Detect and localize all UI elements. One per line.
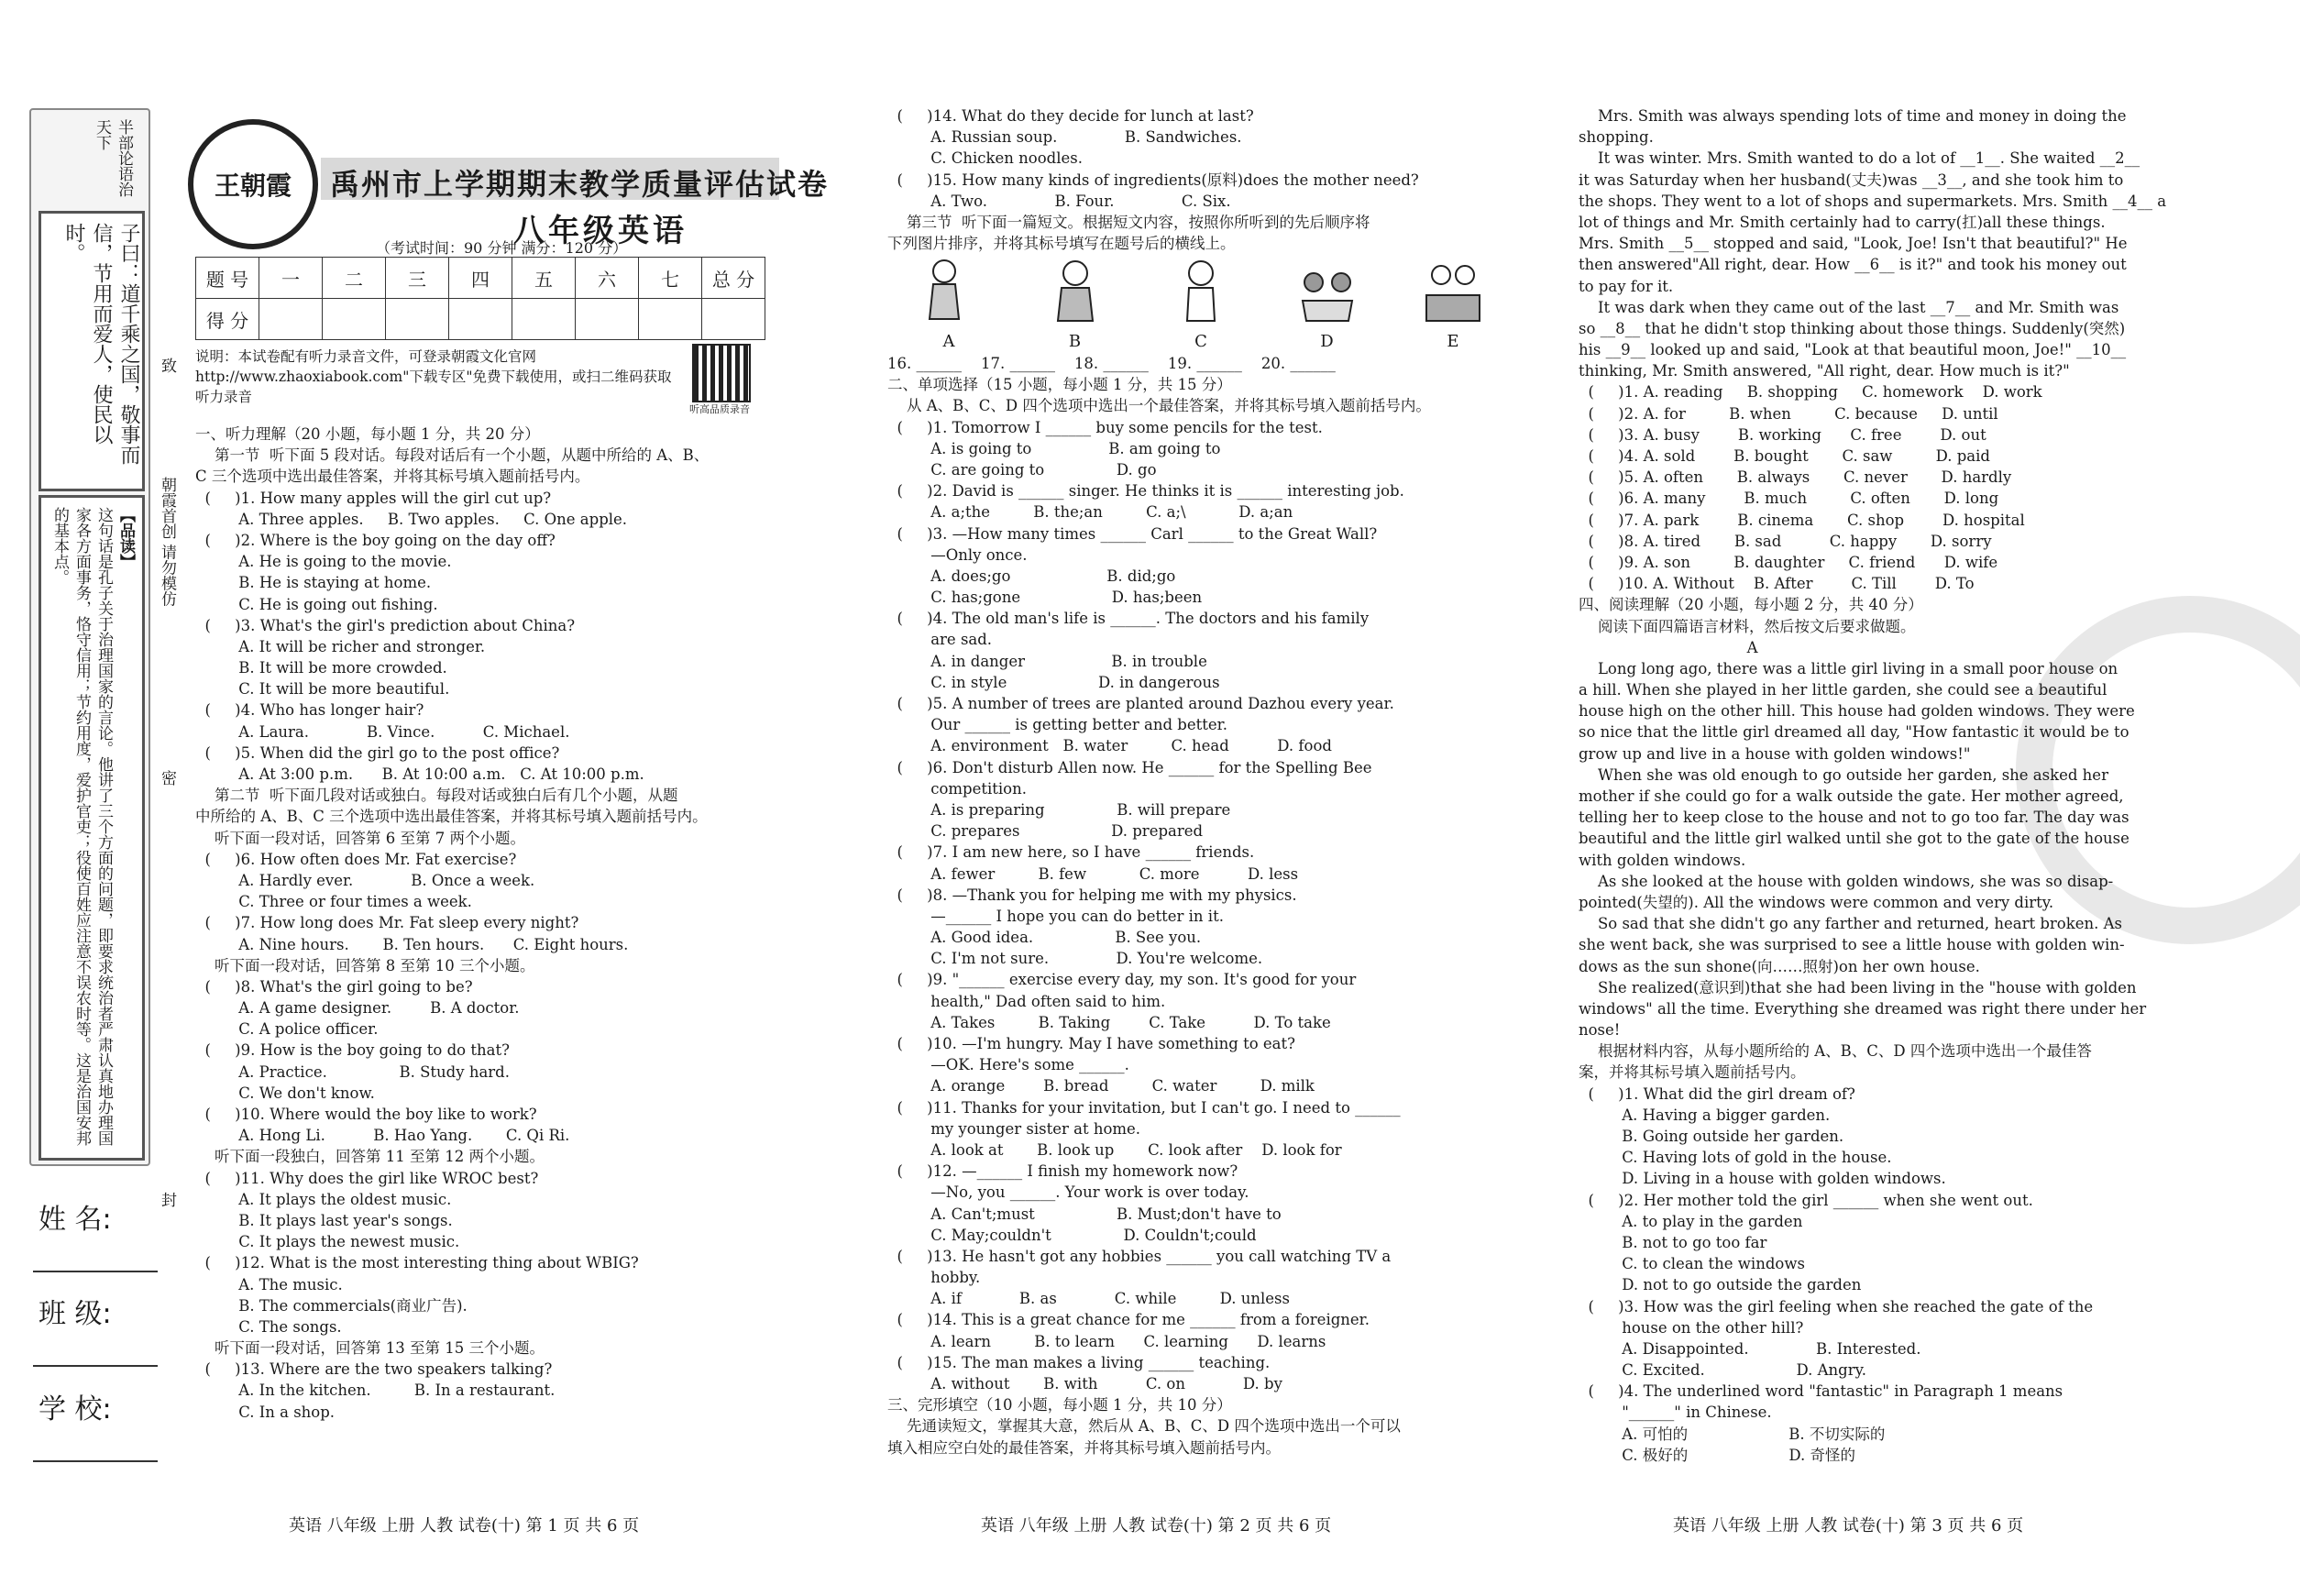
text-line: ( )3. How was the girl feeling when she reached the gate of the — [1579, 1297, 2094, 1315]
seal-mark-4: 封 — [158, 1192, 176, 1207]
score-table — [195, 257, 765, 340]
text-line: B. He is staying at home. — [195, 574, 432, 592]
text-line: telling her to keep close to the house and not to go too far. The day was — [1579, 809, 2129, 827]
exam-time-info: （考试时间：90 分钟 满分：120 分） — [376, 239, 628, 257]
picture-item — [1421, 255, 1485, 356]
text-line: ( )4. A. sold B. bought C. saw D. paid — [1579, 447, 1990, 465]
text-line: A. is going to B. am going to — [887, 439, 1221, 457]
text-line: "______" in Chinese. — [1579, 1403, 1772, 1422]
text-line: It was dark when they came out of the last __7__ and Mr. Smith was — [1579, 298, 2119, 316]
text-line: A. look at B. look up C. look after D. look for — [887, 1140, 1342, 1159]
score-cell: 总 分 — [702, 258, 765, 299]
text-line: ( )4. The old man's life is ______. The doctors and his family — [887, 610, 1370, 628]
text-line: C 三个选项中选出最佳答案，并将其标号填入题前括号内。 — [195, 468, 590, 486]
score-cell: 二 — [323, 258, 386, 299]
text-line: C. A police officer. — [195, 1020, 379, 1039]
score-input[interactable] — [576, 299, 639, 340]
score-cell: 得 分 — [196, 299, 259, 340]
text-line: 阅读下面四篇语言材料，然后按文后要求做题。 — [1579, 617, 1916, 635]
person-brushing-icon — [1169, 255, 1233, 328]
text-line: A. Hardly ever. B. Once a week. — [195, 871, 535, 889]
text-line: C. Chicken noodles. — [887, 149, 1083, 168]
text-line: Mrs. Smith __5__ stopped and said, "Look, Joe! Isn't that beautiful?" He — [1579, 235, 2128, 253]
text-line: ( )10. —I'm hungry. May I have something to eat? — [887, 1035, 1295, 1052]
text-line: ( )2. Where is the boy going on the day off? — [195, 531, 556, 549]
text-line: A. learn B. to learn C. learning D. learns — [887, 1332, 1326, 1350]
picture-item — [1043, 255, 1107, 356]
picture-label: A — [942, 332, 955, 351]
text-line: are sad. — [887, 631, 993, 649]
person-eating-icon — [917, 255, 981, 328]
text-line: it was Saturday when her husband(丈夫)was __3__, and she took him to — [1579, 171, 2124, 189]
picture-item — [1169, 255, 1233, 356]
picture-item — [917, 255, 981, 356]
text-line: grow up and live in a house with golden windows!" — [1579, 744, 1971, 763]
text-line: 第一节 听下面 5 段对话。每段对话后有一个小题，从题中所给的 A、B、 — [195, 446, 710, 465]
text-line: ( )8. —Thank you for helping me with my physics. — [887, 886, 1297, 904]
text-line: —______ I hope you can do better in it. — [887, 907, 1224, 925]
text-line: dows as the sun shone(向……照射)on her own house. — [1579, 957, 1980, 975]
text-line: ( )4. Who has longer hair? — [195, 701, 424, 720]
text-line: 先通读短文，掌握其大意，然后从 A、B、C、D 四个选项中选出一个可以 — [887, 1417, 1401, 1436]
score-cell: 七 — [639, 258, 702, 299]
text-line: D. not to go outside the garden — [1579, 1276, 1862, 1294]
score-value-row — [196, 299, 765, 340]
picture-row — [917, 255, 1485, 356]
text-line: ( )5. A number of trees are planted around Dazhou every year. — [887, 695, 1394, 712]
text-line: ( )3. —How many times ______ Carl ______ to the Great Wall? — [887, 524, 1378, 543]
page-footer-3: 英语 八年级 上册 人教 试卷(十) 第 3 页 共 6 页 — [1673, 1516, 2024, 1535]
quote-box — [39, 211, 145, 491]
text-line: ( )12. —______ I finish my homework now? — [887, 1162, 1238, 1181]
text-line: B. It will be more crowded. — [195, 659, 447, 677]
text-line: C. May;couldn't D. Couldn't;could — [887, 1226, 1257, 1244]
score-cell: 四 — [449, 258, 512, 299]
text-line: C. We don't know. — [195, 1084, 375, 1102]
people-at-table-icon — [1421, 255, 1485, 328]
text-line: A. a;the B. the;an C. a;\ D. a;an — [887, 503, 1293, 522]
column-2-continued — [887, 353, 1431, 1458]
qr-caption: 听高品质录音 — [689, 403, 750, 415]
text-line: ( )1. Tomorrow I ______ buy some pencils for the test. — [887, 418, 1323, 436]
text-line: ( )2. A. for B. when C. because D. until — [1579, 404, 1998, 423]
text-line: A. Laura. B. Vince. C. Michael. — [195, 722, 570, 741]
seal-mark-1: 致 — [158, 358, 176, 373]
strip-head: 半部论语治天下 — [93, 119, 133, 197]
text-line: ( )12. What is the most interesting thing about WBIG? — [195, 1254, 639, 1272]
text-line: 三、完形填空（10 小题，每小题 1 分，共 10 分） — [887, 1396, 1232, 1414]
text-line: A. does;go B. did;go — [887, 567, 1176, 585]
text-line: ( )5. When did the girl go to the post office? — [195, 743, 560, 762]
picture-item — [1295, 255, 1359, 356]
pindu-label: 【品读】 — [116, 507, 135, 569]
text-line: A. Russian soup. B. Sandwiches. — [887, 128, 1242, 147]
text-line: —Only once. — [887, 545, 1028, 564]
audio-note: 说明：本试卷配有听力录音文件，可登录朝霞文化官网 http://www.zhaoxiabook.com"下载专区"免费下载使用，或扫二维码获取听力录音 — [195, 348, 672, 405]
person-sick-icon — [1043, 255, 1107, 328]
text-line: nose! — [1579, 1021, 1621, 1040]
text-line: B. not to go too far — [1579, 1233, 1767, 1251]
text-line: then answered"All right, dear. How __6__ is it?" and took his money out — [1579, 256, 2127, 274]
text-line: C. It will be more beautiful. — [195, 680, 450, 699]
text-line: ( )8. What's the girl going to be? — [195, 977, 473, 996]
text-line: ( )11. Why does the girl like WROC best? — [195, 1169, 539, 1187]
picture-label: D — [1320, 332, 1334, 351]
school-label: 学 校: — [39, 1393, 112, 1425]
text-line: —OK. Here's some ______. — [887, 1056, 1129, 1074]
exam-subtitle: 八年级英语 — [513, 213, 688, 249]
text-line: ( )13. He hasn't got any hobbies ______ you call watching TV a — [887, 1247, 1392, 1265]
picture-label: E — [1447, 332, 1459, 351]
text-line: A. Disappointed. B. Interested. — [1579, 1339, 1921, 1358]
text-line: 第二节 听下面几段对话或独白。每段对话或独白后有几个小题，从题 — [195, 787, 678, 805]
logo-text: 王朝霞 — [214, 171, 292, 201]
score-cell: 题 号 — [196, 258, 259, 299]
text-line: Mrs. Smith was always spending lots of time and money in doing the — [1579, 107, 2127, 125]
text-line: A. 可怕的 B. 不切实际的 — [1579, 1425, 1886, 1443]
page-footer-2: 英语 八年级 上册 人教 试卷(十) 第 2 页 共 6 页 — [981, 1516, 1332, 1535]
text-line: C. are going to D. go — [887, 460, 1157, 479]
text-line: C. has;gone D. has;been — [887, 589, 1203, 607]
text-line: 一、听力理解（20 小题，每小题 1 分，共 20 分） — [195, 425, 540, 443]
text-line: a hill. When she played in her little garden, she could see a beautiful — [1579, 681, 2107, 699]
text-line: ( )3. A. busy B. working C. free D. out — [1579, 425, 1986, 444]
score-cell: 一 — [259, 258, 323, 299]
column-3 — [1579, 105, 2166, 1466]
text-line: A. Takes B. Taking C. Take D. To take — [887, 1013, 1331, 1031]
text-line: thinking, Mr. Smith answered, "All right, dear. How much is it?" — [1579, 362, 2070, 380]
text-line: ( )4. The underlined word "fantastic" in Paragraph 1 means — [1579, 1382, 2063, 1401]
text-line: A. At 3:00 p.m. B. At 10:00 a.m. C. At 10:00 p.m. — [195, 765, 644, 783]
text-line: ( )9. "______ exercise every day, my son. It's good for your — [887, 971, 1357, 989]
text-line: house high on the other hill. This house had golden windows. They were — [1579, 702, 2135, 721]
text-line: ( )7. A. park B. cinema C. shop D. hospital — [1579, 511, 2025, 529]
score-input[interactable] — [386, 299, 449, 340]
school-line[interactable] — [33, 1459, 158, 1462]
text-line: A. The music. — [195, 1275, 343, 1293]
text-line: A. In the kitchen. B. In a restaurant. — [195, 1381, 556, 1400]
text-line: with golden windows. — [1579, 851, 1746, 869]
text-line: ( )2. David is ______ singer. He thinks it is ______ interesting job. — [887, 482, 1404, 501]
seal-mark-3: 密 — [158, 770, 176, 786]
text-line: A. It will be richer and stronger. — [195, 637, 486, 655]
text-line: 听下面一段对话，回答第 13 至第 15 三个小题。 — [195, 1339, 545, 1358]
text-line: competition. — [887, 779, 1027, 798]
text-line: beautiful and the little girl walked until she got to the gate of the house — [1579, 830, 2129, 848]
text-line: to pay for it. — [1579, 277, 1674, 295]
text-line: 填入相应空白处的最佳答案，并将其标号填入题前括号内。 — [887, 1438, 1281, 1457]
text-line: ( )1. How many apples will the girl cut up? — [195, 489, 552, 507]
text-line: 听下面一段独白，回答第 11 至第 12 两个小题。 — [195, 1148, 545, 1166]
text-line: so __8__ that he didn't stop thinking about those things. Suddenly(突然) — [1579, 319, 2126, 337]
text-line: 中所给的 A、B、C 三个选项中选出最佳答案，并将其标号填入题前括号内。 — [195, 808, 708, 826]
text-line: 二、单项选择（15 小题，每小题 1 分，共 15 分） — [887, 376, 1232, 394]
text-line: so nice that the little girl dreamed all day, "How fantastic it would be to — [1579, 723, 2129, 742]
pindu-text: 这句话是孔子关于治理国家的言论。他讲了三个方面的问题，即要求统治者严肃认真地办理国家各方面事务，恪守信用；节约用度，爱护官吏；役使百姓应注意不误农时等。这是治国安邦的基本点。 — [50, 507, 113, 1146]
text-line: C. Having lots of gold in the house. — [1579, 1149, 1892, 1167]
text-line: ( )7. How long does Mr. Fat sleep every night? — [195, 914, 579, 932]
text-line: ( )9. A. son B. daughter C. friend D. wife — [1579, 553, 1998, 571]
text-line: 16. ______ 17. ______ 18. ______ 19. ______ 20. ______ — [887, 355, 1336, 372]
text-line: A. if B. as C. while D. unless — [887, 1290, 1290, 1308]
text-line: ( )6. A. many B. much C. often D. long — [1579, 490, 1999, 508]
text-line: ( )3. What's the girl's prediction about China? — [195, 616, 576, 634]
text-line: A. Three apples. B. Two apples. C. One apple. — [195, 510, 628, 528]
score-cell: 三 — [386, 258, 449, 299]
text-line: lot of things and Mr. Smith certainly had to carry(扛)all these things. — [1579, 213, 2106, 231]
text-line: A. without B. with C. on D. by — [887, 1375, 1282, 1392]
text-line: 根据材料内容，从每小题所给的 A、B、C、D 四个选项中选出一个最佳答 — [1579, 1042, 2092, 1061]
text-line: B. The commercials(商业广告). — [195, 1296, 468, 1315]
text-line: house on the other hill? — [1579, 1318, 1804, 1337]
text-line: A. Nine hours. B. Ten hours. C. Eight hours. — [195, 935, 629, 953]
score-input[interactable] — [449, 299, 512, 340]
score-input[interactable] — [512, 299, 576, 340]
text-line: A — [1579, 638, 1758, 656]
score-input[interactable] — [639, 299, 702, 340]
text-line: A. Good idea. B. See you. — [887, 929, 1202, 947]
text-line: ( )1. A. reading B. shopping C. homework D. work — [1579, 383, 2042, 402]
text-line: ( )10. Where would the boy like to work? — [195, 1106, 537, 1123]
text-line: When she was old enough to go outside her garden, she asked her — [1579, 765, 2108, 784]
text-line: It was winter. Mrs. Smith wanted to do a lot of __1__. She waited __2__ — [1579, 149, 2140, 168]
text-line: A. Two. B. Four. C. Six. — [887, 192, 1231, 210]
text-line: pointed(失望的). All the windows were common and very dirty. — [1579, 893, 2054, 911]
class-label: 班 级: — [39, 1298, 112, 1330]
text-line: C. Three or four times a week. — [195, 893, 472, 911]
text-line: A. Practice. B. Study hard. — [195, 1062, 510, 1081]
class-line[interactable] — [33, 1364, 158, 1367]
text-line: the shops. They went to a lot of shops and supermarkets. Mrs. Smith __4__ a — [1579, 192, 2167, 210]
text-line: C. prepares D. prepared — [887, 822, 1204, 841]
picture-label: C — [1194, 332, 1207, 351]
picture-label: B — [1068, 332, 1082, 351]
text-line: A. orange B. bread C. water D. milk — [887, 1077, 1315, 1095]
pindu-box — [39, 495, 145, 1161]
text-line: C. In a shop. — [195, 1403, 336, 1421]
text-line: ( )1. What did the girl dream of? — [1579, 1084, 1855, 1103]
text-line: A. is preparing B. will prepare — [887, 800, 1231, 819]
text-line: C. in style D. in dangerous — [887, 673, 1220, 691]
name-label: 姓 名: — [39, 1204, 112, 1236]
text-line: shopping. — [1579, 128, 1654, 147]
text-line: As she looked at the house with golden windows, she was so disap- — [1579, 872, 2114, 890]
text-line: C. The songs. — [195, 1317, 342, 1336]
text-line: windows" all the time. Everything she dreamed was right there under her — [1579, 999, 2147, 1018]
text-line: ( )11. Thanks for your invitation, but I can't go. I need to ______ — [887, 1098, 1401, 1117]
text-line: C. to clean the windows — [1579, 1255, 1805, 1273]
text-line: A. Hong Li. B. Hao Yang. C. Qi Ri. — [195, 1127, 570, 1145]
text-line: C. I'm not sure. D. You're welcome. — [887, 950, 1263, 968]
score-input[interactable] — [702, 299, 765, 340]
text-line: So sad that she didn't go any farther and returned, heart broken. As — [1579, 915, 2122, 933]
text-line: mother if she could go for a walk outside the gate. Her mother agreed, — [1579, 787, 2124, 805]
column-2 — [887, 105, 1419, 254]
text-line: ( )14. This is a great chance for me ______ from a foreigner. — [887, 1311, 1370, 1329]
text-line: ( )2. Her mother told the girl ______ when she went out. — [1579, 1191, 2033, 1209]
name-line[interactable] — [33, 1270, 158, 1272]
text-line: 下列图片排序，并将其标号填写在题号后的横线上。 — [887, 235, 1236, 253]
text-line: ( )8. A. tired B. sad C. happy D. sorry — [1579, 532, 1992, 550]
quote-text: 子曰：道千乘之国，敬事而信，节用而爱人，使民以时。 — [62, 223, 140, 465]
score-cell: 六 — [576, 258, 639, 299]
text-line: She realized(意识到)that she had been living in the "house with golden — [1579, 978, 2137, 996]
text-line: C. 极好的 D. 奇怪的 — [1579, 1446, 1856, 1464]
text-line: A. to play in the garden — [1579, 1212, 1803, 1230]
text-line: 案，并将其标号填入题前括号内。 — [1579, 1063, 1806, 1082]
text-line: A. He is going to the movie. — [195, 553, 452, 571]
text-line: A. Having a bigger garden. — [1579, 1106, 1831, 1124]
text-line: A. A game designer. B. A doctor. — [195, 999, 520, 1018]
text-line: ( )9. How is the boy going to do that? — [195, 1041, 510, 1060]
text-line: Long long ago, there was a little girl living in a small poor house on — [1579, 659, 2118, 677]
text-line: ( )15. The man makes a living ______ teaching. — [887, 1353, 1271, 1371]
text-line: hobby. — [887, 1269, 981, 1287]
text-line: A. It plays the oldest music. — [195, 1190, 452, 1208]
text-line: ( )14. What do they decide for lunch at last? — [887, 107, 1254, 125]
text-line: —No, you ______. Your work is over today. — [887, 1183, 1249, 1202]
text-line: ( )6. How often does Mr. Fat exercise? — [195, 850, 517, 868]
text-line: C. He is going out fishing. — [195, 595, 438, 613]
text-line: A. in danger B. in trouble — [887, 652, 1207, 670]
publisher-logo — [188, 119, 318, 249]
text-line: ( )7. I am new here, so I have ______ friends. — [887, 843, 1255, 862]
column-1 — [195, 424, 709, 1423]
text-line: ( )5. A. often B. always C. never D. hardly — [1579, 468, 2012, 487]
score-cell: 五 — [512, 258, 576, 299]
text-line: ( )6. Don't disturb Allen now. He ______ for the Spelling Bee — [887, 758, 1372, 776]
text-line: my younger sister at home. — [887, 1119, 1141, 1138]
text-line: D. Living in a house with golden windows. — [1579, 1170, 1946, 1188]
text-line: 第三节 听下面一篇短文。根据短文内容，按照你所听到的先后顺序将 — [887, 213, 1370, 231]
text-line: A. Can't;must B. Must;don't have to — [887, 1205, 1282, 1223]
text-line: Our ______ is getting better and better. — [887, 716, 1227, 734]
text-line: his __9__ looked up and said, "Look at that beautiful moon, Joe!" __10__ — [1579, 341, 2127, 359]
text-line: ( )10. A. Without B. After C. Till D. To — [1579, 575, 1975, 593]
text-line: ( )13. Where are the two speakers talking? — [195, 1360, 553, 1379]
exam-title: 禹州市上学期期末教学质量评估试卷 — [330, 167, 830, 202]
text-line: ( )15. How many kinds of ingredients(原料)does the mother need? — [887, 171, 1419, 189]
score-input[interactable] — [259, 299, 323, 340]
text-line: 从 A、B、C、D 四个选项中选出一个最佳答案，并将其标号填入题前括号内。 — [887, 397, 1431, 415]
score-header-row — [196, 258, 765, 299]
text-line: C. It plays the newest music. — [195, 1233, 460, 1251]
text-line: 听下面一段对话，回答第 6 至第 7 两个小题。 — [195, 829, 525, 847]
text-line: 四、阅读理解（20 小题，每小题 2 分，共 40 分） — [1579, 596, 1923, 614]
text-line: health," Dad often said to him. — [887, 992, 1166, 1010]
text-line: A. fewer B. few C. more D. less — [887, 864, 1299, 883]
left-strip — [29, 108, 150, 1166]
score-input[interactable] — [323, 299, 386, 340]
text-line: B. It plays last year's songs. — [195, 1211, 453, 1229]
page-footer-1: 英语 八年级 上册 人教 试卷(十) 第 1 页 共 6 页 — [289, 1516, 640, 1535]
text-line: A. environment B. water C. head D. food — [887, 737, 1332, 755]
people-playing-icon — [1295, 255, 1359, 328]
text-line: B. Going outside her garden. — [1579, 1128, 1844, 1145]
text-line: she went back, she was surprised to see a little house with golden win- — [1579, 936, 2125, 954]
seal-mark-2: 朝霞首创 请勿模仿 — [158, 477, 176, 607]
text-line: 听下面一段对话，回答第 8 至第 10 三个小题。 — [195, 956, 535, 974]
text-line: C. Excited. D. Angry. — [1579, 1361, 1866, 1380]
qr-code-icon[interactable] — [692, 344, 751, 402]
